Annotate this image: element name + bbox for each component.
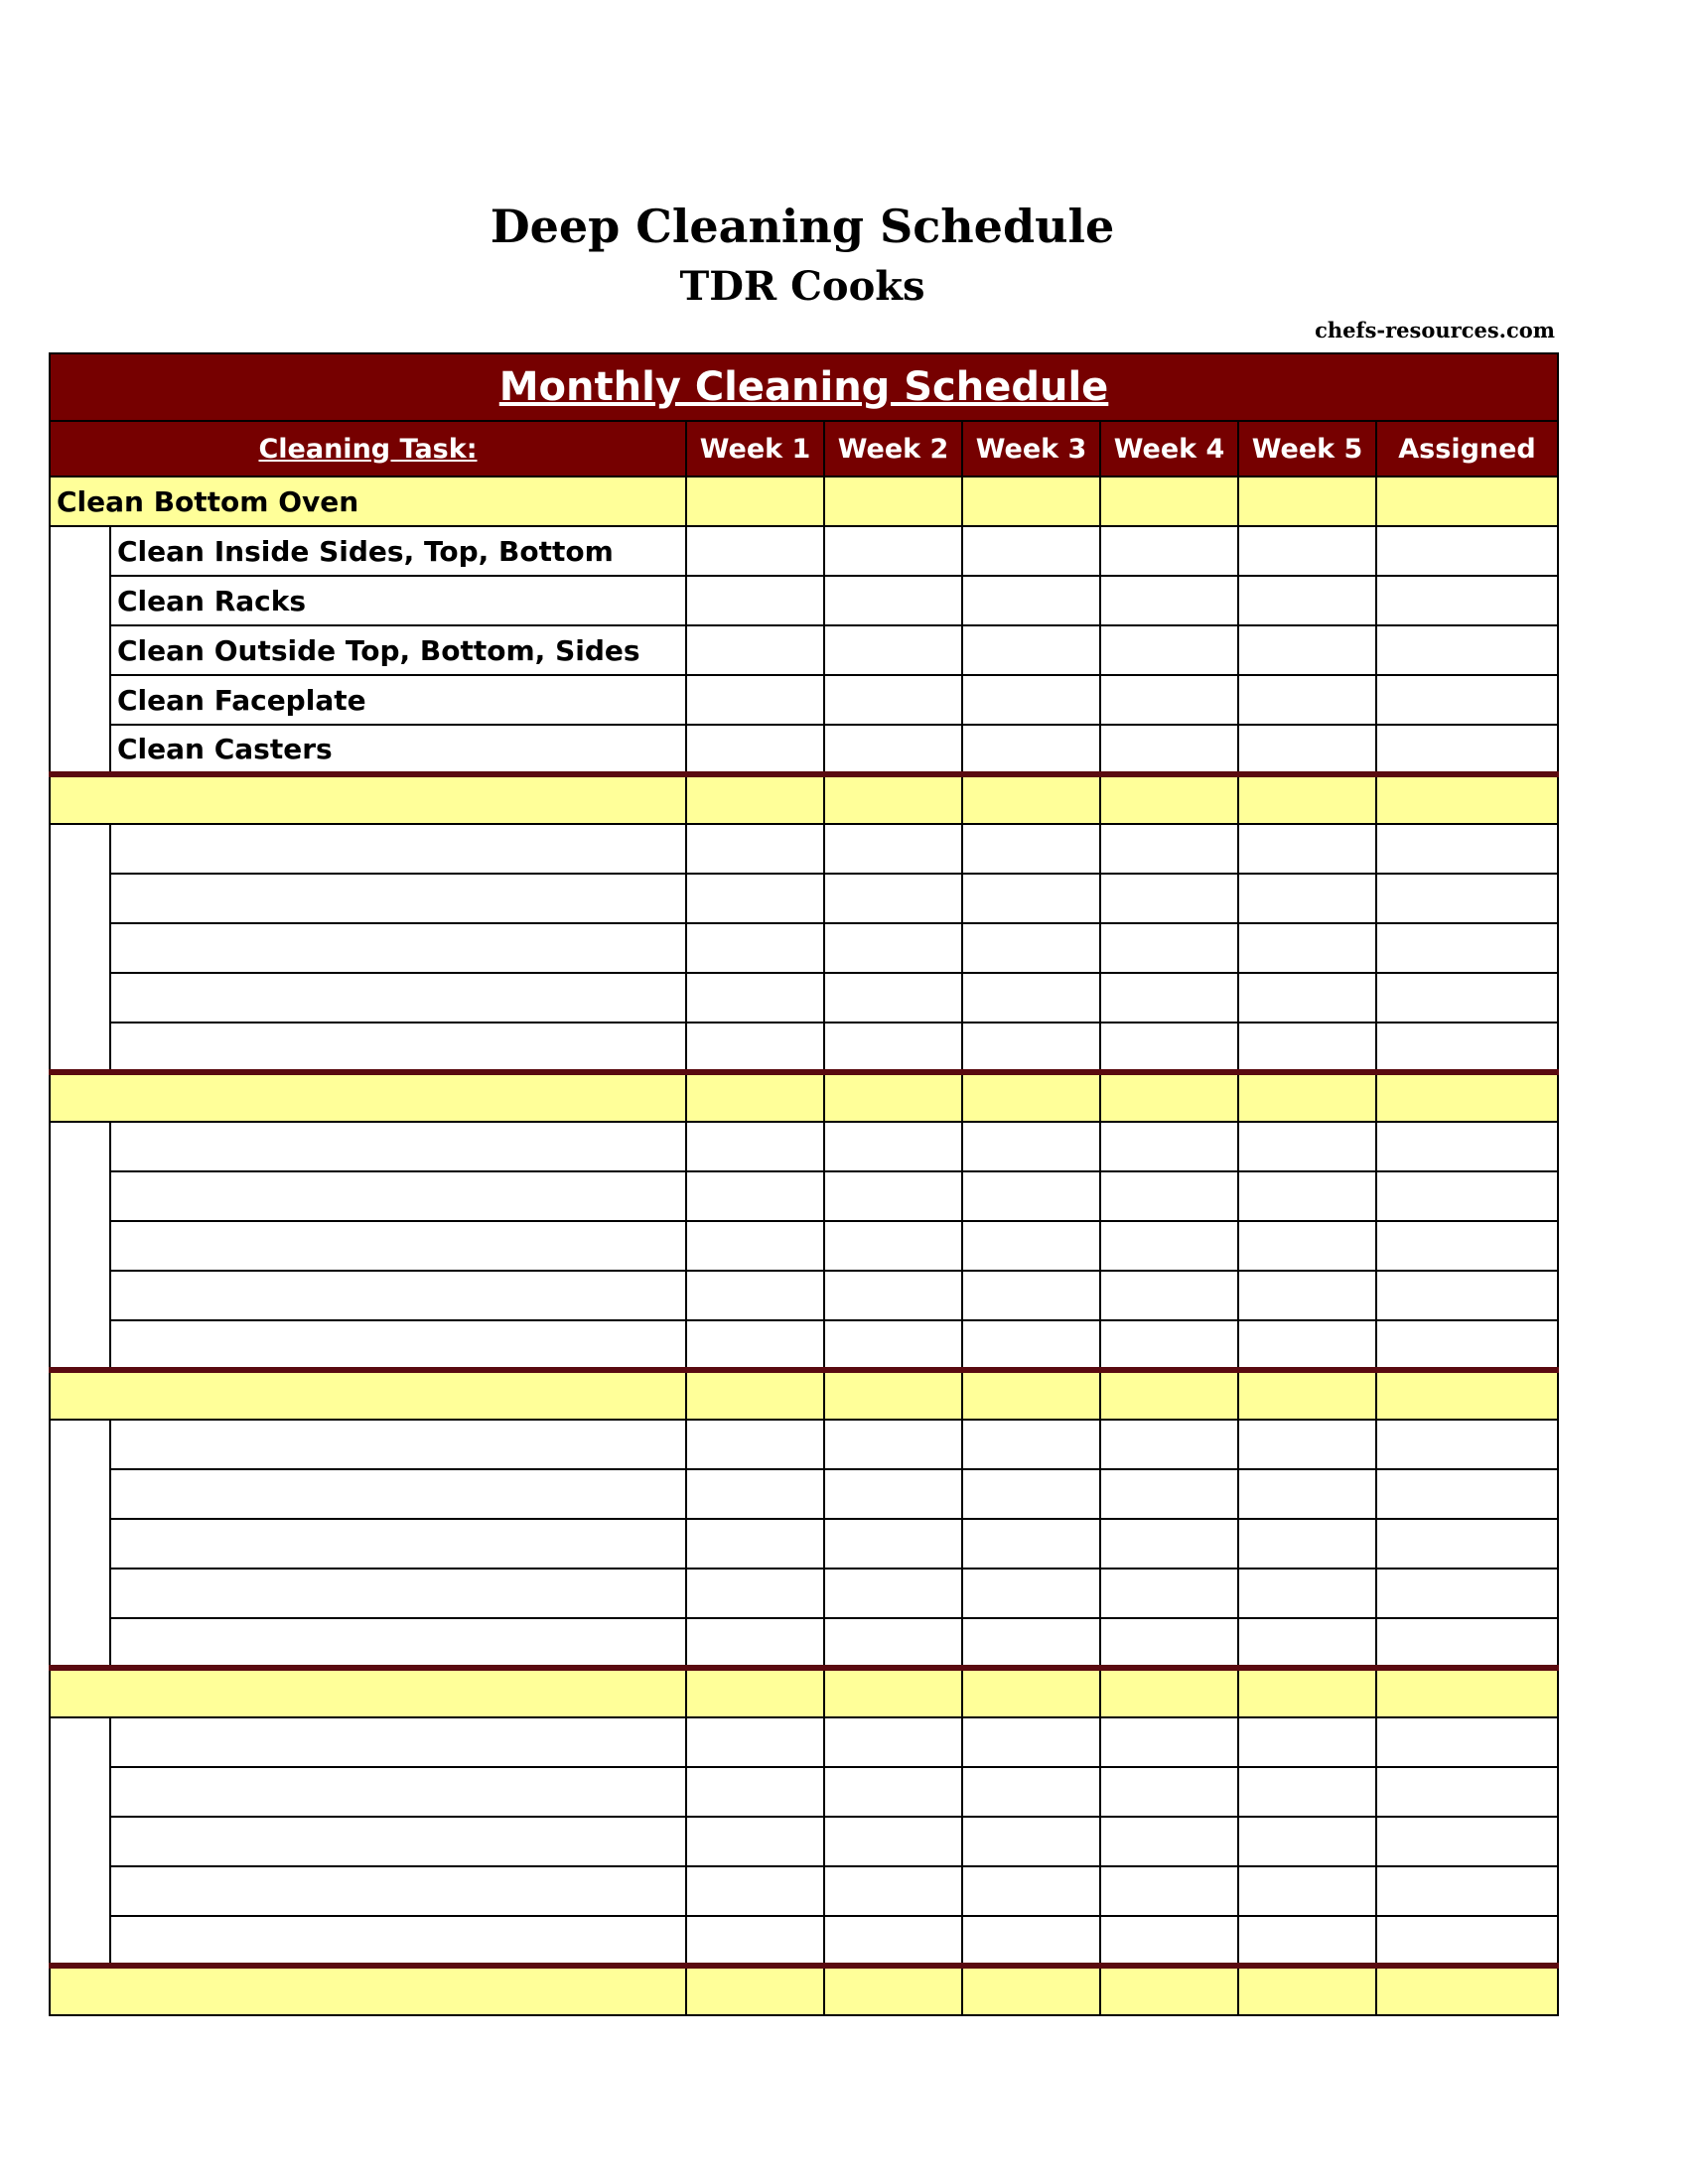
task-week-1-cell[interactable] <box>686 1171 824 1221</box>
task-name-cell[interactable] <box>110 1171 686 1221</box>
schedule-body <box>50 477 1558 2015</box>
task-week-1-cell[interactable] <box>686 1519 824 1569</box>
task-row <box>50 973 1558 1023</box>
section-name-cell[interactable] <box>50 1072 686 1122</box>
task-week-2-cell[interactable] <box>824 1866 962 1916</box>
task-week-4-cell[interactable] <box>1100 1420 1238 1469</box>
task-name-cell[interactable] <box>110 923 686 973</box>
task-row <box>50 824 1558 874</box>
task-week-3-cell[interactable] <box>962 1023 1100 1072</box>
task-week-2-cell[interactable] <box>824 1023 962 1072</box>
task-week-2-cell[interactable] <box>824 824 962 874</box>
task-name-cell[interactable]: Clean Outside Top, Bottom, Sides <box>110 625 686 675</box>
section-week-5-cell[interactable] <box>1238 1072 1376 1122</box>
indent-cell <box>50 1122 110 1370</box>
section-week-2-cell[interactable] <box>824 1966 962 2015</box>
task-week-1-cell[interactable] <box>686 1271 824 1320</box>
section-week-4-cell[interactable] <box>1100 774 1238 824</box>
section-week-1-cell[interactable] <box>686 774 824 824</box>
task-week-4-cell[interactable] <box>1100 1717 1238 1767</box>
task-week-4-cell[interactable] <box>1100 1916 1238 1966</box>
task-week-5-cell[interactable] <box>1238 1817 1376 1866</box>
section-assigned-cell[interactable] <box>1376 1966 1558 2015</box>
task-week-1-cell[interactable] <box>686 973 824 1023</box>
task-row <box>50 1569 1558 1618</box>
task-row <box>50 1916 1558 1966</box>
task-week-1-cell[interactable] <box>686 1420 824 1469</box>
section-week-2-cell[interactable] <box>824 477 962 526</box>
task-week-3-cell[interactable] <box>962 675 1100 725</box>
assigned-header: Assigned <box>1376 421 1558 477</box>
section-week-1-cell[interactable] <box>686 1668 824 1717</box>
section-week-5-cell[interactable] <box>1238 477 1376 526</box>
section-week-3-cell[interactable] <box>962 774 1100 824</box>
task-row <box>50 1420 1558 1469</box>
task-row <box>50 1221 1558 1271</box>
week-5-header: Week 5 <box>1238 421 1376 477</box>
task-week-4-cell[interactable] <box>1100 675 1238 725</box>
section-assigned-cell[interactable] <box>1376 1668 1558 1717</box>
task-week-5-cell[interactable] <box>1238 1519 1376 1569</box>
task-row <box>50 625 1558 675</box>
task-assigned-cell[interactable] <box>1376 1817 1558 1866</box>
task-week-1-cell[interactable] <box>686 1122 824 1171</box>
task-name-cell[interactable] <box>110 1271 686 1320</box>
task-name-cell[interactable] <box>110 1866 686 1916</box>
task-name-cell[interactable] <box>110 874 686 923</box>
task-name-cell[interactable] <box>110 1717 686 1767</box>
task-week-1-cell[interactable] <box>686 1221 824 1271</box>
task-row <box>50 1817 1558 1866</box>
section-row <box>50 477 1558 526</box>
task-assigned-cell[interactable] <box>1376 1271 1558 1320</box>
task-week-3-cell[interactable] <box>962 1569 1100 1618</box>
task-row <box>50 1618 1558 1668</box>
task-week-5-cell[interactable] <box>1238 1469 1376 1519</box>
task-week-4-cell[interactable] <box>1100 923 1238 973</box>
task-week-2-cell[interactable] <box>824 725 962 774</box>
task-week-4-cell[interactable] <box>1100 874 1238 923</box>
task-name-cell[interactable] <box>110 1221 686 1271</box>
task-week-3-cell[interactable] <box>962 1717 1100 1767</box>
task-week-3-cell[interactable] <box>962 1271 1100 1320</box>
task-name-cell[interactable] <box>110 1320 686 1370</box>
document-subtitle: TDR Cooks <box>679 263 925 310</box>
task-assigned-cell[interactable] <box>1376 874 1558 923</box>
task-week-2-cell[interactable] <box>824 874 962 923</box>
task-week-5-cell[interactable] <box>1238 526 1376 576</box>
task-week-4-cell[interactable] <box>1100 1469 1238 1519</box>
task-week-4-cell[interactable] <box>1100 1122 1238 1171</box>
task-assigned-cell[interactable] <box>1376 526 1558 576</box>
week-3-header: Week 3 <box>962 421 1100 477</box>
task-week-1-cell[interactable] <box>686 824 824 874</box>
banner-row <box>50 353 1558 421</box>
task-week-4-cell[interactable] <box>1100 725 1238 774</box>
task-week-3-cell[interactable] <box>962 1221 1100 1271</box>
task-row <box>50 725 1558 774</box>
section-week-4-cell[interactable] <box>1100 1668 1238 1717</box>
schedule-banner: Monthly Cleaning Schedule <box>50 353 1558 421</box>
task-week-1-cell[interactable] <box>686 1916 824 1966</box>
task-week-4-cell[interactable] <box>1100 973 1238 1023</box>
task-week-1-cell[interactable] <box>686 1817 824 1866</box>
task-assigned-cell[interactable] <box>1376 1320 1558 1370</box>
section-name-cell[interactable] <box>50 774 686 824</box>
task-week-1-cell[interactable] <box>686 675 824 725</box>
task-name-cell[interactable]: Clean Casters <box>110 725 686 774</box>
task-name-cell[interactable] <box>110 1519 686 1569</box>
task-week-5-cell[interactable] <box>1238 1221 1376 1271</box>
section-week-3-cell[interactable] <box>962 1966 1100 2015</box>
task-assigned-cell[interactable] <box>1376 625 1558 675</box>
task-week-3-cell[interactable] <box>962 824 1100 874</box>
task-week-4-cell[interactable] <box>1100 625 1238 675</box>
task-assigned-cell[interactable] <box>1376 1717 1558 1767</box>
task-assigned-cell[interactable] <box>1376 675 1558 725</box>
task-week-3-cell[interactable] <box>962 1767 1100 1817</box>
task-row <box>50 675 1558 725</box>
task-week-5-cell[interactable] <box>1238 923 1376 973</box>
task-row <box>50 1717 1558 1767</box>
week-2-header: Week 2 <box>824 421 962 477</box>
task-assigned-cell[interactable] <box>1376 824 1558 874</box>
task-week-1-cell[interactable] <box>686 725 824 774</box>
task-name-cell[interactable] <box>110 1469 686 1519</box>
task-week-2-cell[interactable] <box>824 625 962 675</box>
task-week-3-cell[interactable] <box>962 973 1100 1023</box>
task-assigned-cell[interactable] <box>1376 923 1558 973</box>
task-week-3-cell[interactable] <box>962 1916 1100 1966</box>
task-row <box>50 1271 1558 1320</box>
task-week-5-cell[interactable] <box>1238 1569 1376 1618</box>
task-row <box>50 874 1558 923</box>
task-name-cell[interactable]: Clean Inside Sides, Top, Bottom <box>110 526 686 576</box>
cleaning-task-header: Cleaning Task: <box>50 421 686 477</box>
task-assigned-cell[interactable] <box>1376 1221 1558 1271</box>
task-week-3-cell[interactable] <box>962 625 1100 675</box>
task-name-cell[interactable] <box>110 1122 686 1171</box>
task-week-2-cell[interactable] <box>824 1767 962 1817</box>
task-row <box>50 1469 1558 1519</box>
task-week-4-cell[interactable] <box>1100 576 1238 625</box>
task-assigned-cell[interactable] <box>1376 1171 1558 1221</box>
task-name-cell[interactable]: Clean Racks <box>110 576 686 625</box>
task-assigned-cell[interactable] <box>1376 1916 1558 1966</box>
task-name-cell[interactable] <box>110 1420 686 1469</box>
task-name-cell[interactable] <box>110 1023 686 1072</box>
task-week-1-cell[interactable] <box>686 576 824 625</box>
task-week-3-cell[interactable] <box>962 526 1100 576</box>
task-week-2-cell[interactable] <box>824 1916 962 1966</box>
task-week-3-cell[interactable] <box>962 1320 1100 1370</box>
section-week-4-cell[interactable] <box>1100 1370 1238 1420</box>
task-assigned-cell[interactable] <box>1376 1023 1558 1072</box>
section-week-5-cell[interactable] <box>1238 1966 1376 2015</box>
task-week-4-cell[interactable] <box>1100 1866 1238 1916</box>
task-week-2-cell[interactable] <box>824 1171 962 1221</box>
task-week-4-cell[interactable] <box>1100 526 1238 576</box>
section-assigned-cell[interactable] <box>1376 1072 1558 1122</box>
task-name-cell[interactable] <box>110 1569 686 1618</box>
task-week-4-cell[interactable] <box>1100 1618 1238 1668</box>
task-week-3-cell[interactable] <box>962 725 1100 774</box>
task-week-3-cell[interactable] <box>962 1866 1100 1916</box>
source-site: chefs-resources.com <box>1315 318 1555 342</box>
task-name-cell[interactable] <box>110 973 686 1023</box>
task-week-1-cell[interactable] <box>686 1569 824 1618</box>
task-assigned-cell[interactable] <box>1376 1519 1558 1569</box>
task-week-5-cell[interactable] <box>1238 625 1376 675</box>
task-week-1-cell[interactable] <box>686 625 824 675</box>
section-week-5-cell[interactable] <box>1238 774 1376 824</box>
task-row <box>50 923 1558 973</box>
task-name-cell[interactable] <box>110 1767 686 1817</box>
section-assigned-cell[interactable] <box>1376 774 1558 824</box>
task-week-1-cell[interactable] <box>686 1866 824 1916</box>
section-week-4-cell[interactable] <box>1100 477 1238 526</box>
section-week-4-cell[interactable] <box>1100 1966 1238 2015</box>
section-week-3-cell[interactable] <box>962 477 1100 526</box>
task-week-2-cell[interactable] <box>824 1817 962 1866</box>
section-assigned-cell[interactable] <box>1376 477 1558 526</box>
task-week-4-cell[interactable] <box>1100 1569 1238 1618</box>
task-week-1-cell[interactable] <box>686 1023 824 1072</box>
indent-cell <box>50 1420 110 1668</box>
task-row <box>50 1023 1558 1072</box>
task-week-4-cell[interactable] <box>1100 1221 1238 1271</box>
task-week-5-cell[interactable] <box>1238 824 1376 874</box>
task-name-cell[interactable]: Clean Faceplate <box>110 675 686 725</box>
task-row <box>50 576 1558 625</box>
task-week-2-cell[interactable] <box>824 1717 962 1767</box>
task-name-cell[interactable] <box>110 1817 686 1866</box>
section-week-1-cell[interactable] <box>686 1966 824 2015</box>
task-week-5-cell[interactable] <box>1238 725 1376 774</box>
task-name-cell[interactable] <box>110 824 686 874</box>
task-assigned-cell[interactable] <box>1376 576 1558 625</box>
document-title: Deep Cleaning Schedule <box>490 200 1115 253</box>
section-week-2-cell[interactable] <box>824 1370 962 1420</box>
task-week-2-cell[interactable] <box>824 1420 962 1469</box>
task-week-2-cell[interactable] <box>824 1569 962 1618</box>
section-week-3-cell[interactable] <box>962 1072 1100 1122</box>
task-week-3-cell[interactable] <box>962 1817 1100 1866</box>
task-row <box>50 526 1558 576</box>
section-row <box>50 1072 1558 1122</box>
week-1-header: Week 1 <box>686 421 824 477</box>
section-assigned-cell[interactable] <box>1376 1370 1558 1420</box>
task-week-5-cell[interactable] <box>1238 1122 1376 1171</box>
task-assigned-cell[interactable] <box>1376 1469 1558 1519</box>
task-week-3-cell[interactable] <box>962 923 1100 973</box>
week-4-header: Week 4 <box>1100 421 1238 477</box>
task-week-4-cell[interactable] <box>1100 1767 1238 1817</box>
section-week-2-cell[interactable] <box>824 774 962 824</box>
task-assigned-cell[interactable] <box>1376 1569 1558 1618</box>
section-name-cell[interactable] <box>50 1966 686 2015</box>
task-row <box>50 1122 1558 1171</box>
task-week-5-cell[interactable] <box>1238 1420 1376 1469</box>
header-row <box>50 421 1558 477</box>
task-week-3-cell[interactable] <box>962 576 1100 625</box>
task-assigned-cell[interactable] <box>1376 1866 1558 1916</box>
task-week-5-cell[interactable] <box>1238 1271 1376 1320</box>
task-week-4-cell[interactable] <box>1100 1817 1238 1866</box>
task-name-cell[interactable] <box>110 1916 686 1966</box>
task-week-2-cell[interactable] <box>824 973 962 1023</box>
task-row <box>50 1767 1558 1817</box>
indent-cell <box>50 526 110 774</box>
task-week-1-cell[interactable] <box>686 1618 824 1668</box>
task-assigned-cell[interactable] <box>1376 725 1558 774</box>
section-row <box>50 774 1558 824</box>
task-week-5-cell[interactable] <box>1238 675 1376 725</box>
task-week-3-cell[interactable] <box>962 1469 1100 1519</box>
section-week-3-cell[interactable] <box>962 1370 1100 1420</box>
task-week-2-cell[interactable] <box>824 576 962 625</box>
task-week-5-cell[interactable] <box>1238 973 1376 1023</box>
task-week-5-cell[interactable] <box>1238 1618 1376 1668</box>
task-week-2-cell[interactable] <box>824 1469 962 1519</box>
section-name-cell[interactable] <box>50 1668 686 1717</box>
task-assigned-cell[interactable] <box>1376 1618 1558 1668</box>
task-week-5-cell[interactable] <box>1238 1767 1376 1817</box>
task-week-5-cell[interactable] <box>1238 1916 1376 1966</box>
section-week-1-cell[interactable] <box>686 1370 824 1420</box>
task-week-2-cell[interactable] <box>824 1271 962 1320</box>
task-row <box>50 1320 1558 1370</box>
section-row <box>50 1966 1558 2015</box>
section-week-2-cell[interactable] <box>824 1668 962 1717</box>
section-week-1-cell[interactable] <box>686 1072 824 1122</box>
cleaning-schedule-table <box>49 352 1559 2016</box>
task-week-5-cell[interactable] <box>1238 874 1376 923</box>
task-week-2-cell[interactable] <box>824 1122 962 1171</box>
task-week-3-cell[interactable] <box>962 1519 1100 1569</box>
task-week-1-cell[interactable] <box>686 526 824 576</box>
task-assigned-cell[interactable] <box>1376 1122 1558 1171</box>
task-week-5-cell[interactable] <box>1238 576 1376 625</box>
task-week-4-cell[interactable] <box>1100 1519 1238 1569</box>
task-row <box>50 1171 1558 1221</box>
task-week-4-cell[interactable] <box>1100 1171 1238 1221</box>
indent-cell <box>50 1717 110 1966</box>
task-row <box>50 1519 1558 1569</box>
task-week-1-cell[interactable] <box>686 1767 824 1817</box>
task-week-3-cell[interactable] <box>962 1618 1100 1668</box>
task-row <box>50 1866 1558 1916</box>
task-week-2-cell[interactable] <box>824 1320 962 1370</box>
indent-cell <box>50 824 110 1072</box>
task-week-2-cell[interactable] <box>824 526 962 576</box>
task-week-5-cell[interactable] <box>1238 1866 1376 1916</box>
task-week-3-cell[interactable] <box>962 874 1100 923</box>
task-week-2-cell[interactable] <box>824 675 962 725</box>
section-week-5-cell[interactable] <box>1238 1370 1376 1420</box>
task-week-3-cell[interactable] <box>962 1122 1100 1171</box>
task-week-2-cell[interactable] <box>824 1618 962 1668</box>
task-week-4-cell[interactable] <box>1100 1320 1238 1370</box>
section-week-2-cell[interactable] <box>824 1072 962 1122</box>
section-week-5-cell[interactable] <box>1238 1668 1376 1717</box>
task-week-4-cell[interactable] <box>1100 1271 1238 1320</box>
task-week-2-cell[interactable] <box>824 1221 962 1271</box>
task-week-1-cell[interactable] <box>686 923 824 973</box>
task-week-3-cell[interactable] <box>962 1420 1100 1469</box>
task-week-1-cell[interactable] <box>686 1320 824 1370</box>
task-week-5-cell[interactable] <box>1238 1717 1376 1767</box>
task-week-3-cell[interactable] <box>962 1171 1100 1221</box>
task-week-1-cell[interactable] <box>686 1469 824 1519</box>
section-name-cell[interactable] <box>50 1370 686 1420</box>
section-row <box>50 1668 1558 1717</box>
section-name-cell[interactable]: Clean Bottom Oven <box>50 477 686 526</box>
section-week-3-cell[interactable] <box>962 1668 1100 1717</box>
task-week-2-cell[interactable] <box>824 1519 962 1569</box>
task-week-5-cell[interactable] <box>1238 1171 1376 1221</box>
section-week-4-cell[interactable] <box>1100 1072 1238 1122</box>
task-week-1-cell[interactable] <box>686 1717 824 1767</box>
section-week-1-cell[interactable] <box>686 477 824 526</box>
task-name-cell[interactable] <box>110 1618 686 1668</box>
task-week-4-cell[interactable] <box>1100 1023 1238 1072</box>
task-assigned-cell[interactable] <box>1376 1420 1558 1469</box>
task-week-1-cell[interactable] <box>686 874 824 923</box>
section-row <box>50 1370 1558 1420</box>
task-week-4-cell[interactable] <box>1100 824 1238 874</box>
task-assigned-cell[interactable] <box>1376 1767 1558 1817</box>
task-week-5-cell[interactable] <box>1238 1023 1376 1072</box>
task-week-2-cell[interactable] <box>824 923 962 973</box>
task-week-5-cell[interactable] <box>1238 1320 1376 1370</box>
task-assigned-cell[interactable] <box>1376 973 1558 1023</box>
